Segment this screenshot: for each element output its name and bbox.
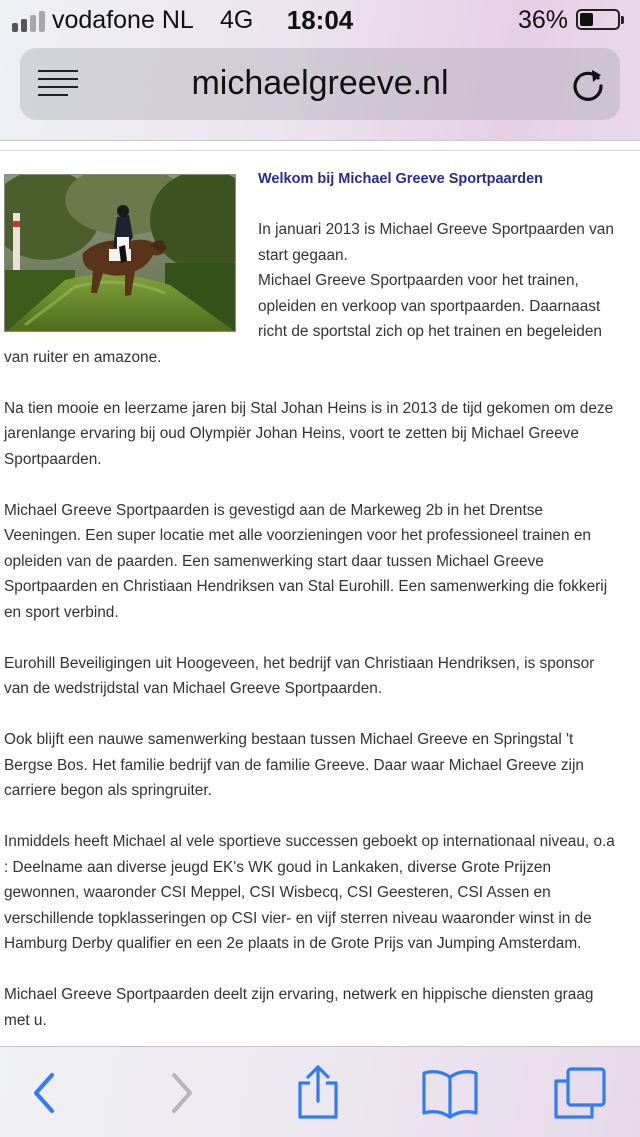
carrier-name: vodafone NL [52,6,194,34]
paragraph-location: Michael Greeve Sportpaarden is gevestigd aan de Markeweg 2b in het Drentse Veeningen. Een super locatie met alle voorzieningen voor het professioneel trainen en opleiden van de paarden. Een samenwerking start daar tussen Michael Greeve Sportpaarden en Christiaan Hendriksen van Stal Eurohill. Een samenwerking die fokkerij en sport verbind. [4,501,608,621]
browser-top-bar [0,0,640,141]
hero-photo [4,174,236,332]
url-text[interactable]: michaelgreeve.nl [191,64,449,102]
paragraph-sponsor: Eurohill Beveiligingen uit Hoogeveen, het bedrijf van Christiaan Hendriksen, is sponsor van de wedstrijdstal van Michael Greeve Sportpaarden. [4,654,595,697]
intro-line-2: Michael Greeve Sportpaarden voor het trainen, opleiden en verkoop van sportpaarden. Daarnaast richt de sportstal zich op het trainen en begeleiden van ruiter en amazone. [4,272,602,366]
reload-icon[interactable] [568,64,608,104]
back-button[interactable] [16,1065,76,1121]
article-content [4,165,616,1059]
network-type: 4G [220,6,254,34]
welcome-heading: Welkom bij Michael Greeve Sportpaarden [258,171,543,187]
share-icon[interactable] [288,1065,348,1121]
paragraph-family: Ook blijft een nauwe samenwerking bestaan tussen Michael Greeve en Springstal 't Bergse Bos. Het familie bedrijf van de familie Greeve. Daar waar Michael Greeve zijn carriere begon als springruiter. [4,731,584,799]
address-bar[interactable] [20,48,620,120]
page-divider [0,150,640,151]
intro-line-1: In januari 2013 is Michael Greeve Sportpaarden van start gegaan. [258,221,614,264]
paragraph-closing: Michael Greeve Sportpaarden deelt zijn ervaring, netwerk en hippische diensten graag met u. [4,986,594,1029]
paragraph-history: Na tien mooie en leerzame jaren bij Stal Johan Heins is in 2013 de tijd gekomen om deze jarenlange ervaring bij oud Olympiër Johan Heins, voort te zetten bij Michael Greeve Sportpaarden. [4,399,614,468]
forward-button[interactable] [152,1065,212,1121]
paragraph-successes: Inmiddels heeft Michael al vele sportieve successen geboekt op internationaal niveau, o.a : Deelname aan diverse jeugd EK's WK goud in Lankaken, diverse Grote Prijzen gewonnen, waaronder CSI Meppel, CSI Wisbecq, CSI Geesteren, CSI Assen en verschillende topklasseringen op CSI vier- en vijf sterren niveau waaronder winst in de Hamburg Derby qualifier en een 2e plaats in de Grote Prijs van Jumping Amsterdam. [4,833,615,952]
battery-percentage: 36% [518,6,569,34]
tabs-button[interactable] [552,1065,612,1121]
status-bar [0,0,640,42]
bookmarks-icon[interactable] [420,1065,480,1121]
battery-icon [576,9,620,30]
horse-rider-jumping-photo [5,175,236,332]
battery-level-fill [580,13,593,26]
browser-toolbar [0,1046,640,1137]
status-time: 18:04 [286,5,354,35]
back-icon[interactable] [16,1065,76,1121]
bookmarks-button[interactable] [420,1065,480,1121]
forward-icon[interactable] [152,1065,212,1121]
tabs-icon[interactable] [552,1065,612,1121]
share-button[interactable] [288,1065,348,1121]
